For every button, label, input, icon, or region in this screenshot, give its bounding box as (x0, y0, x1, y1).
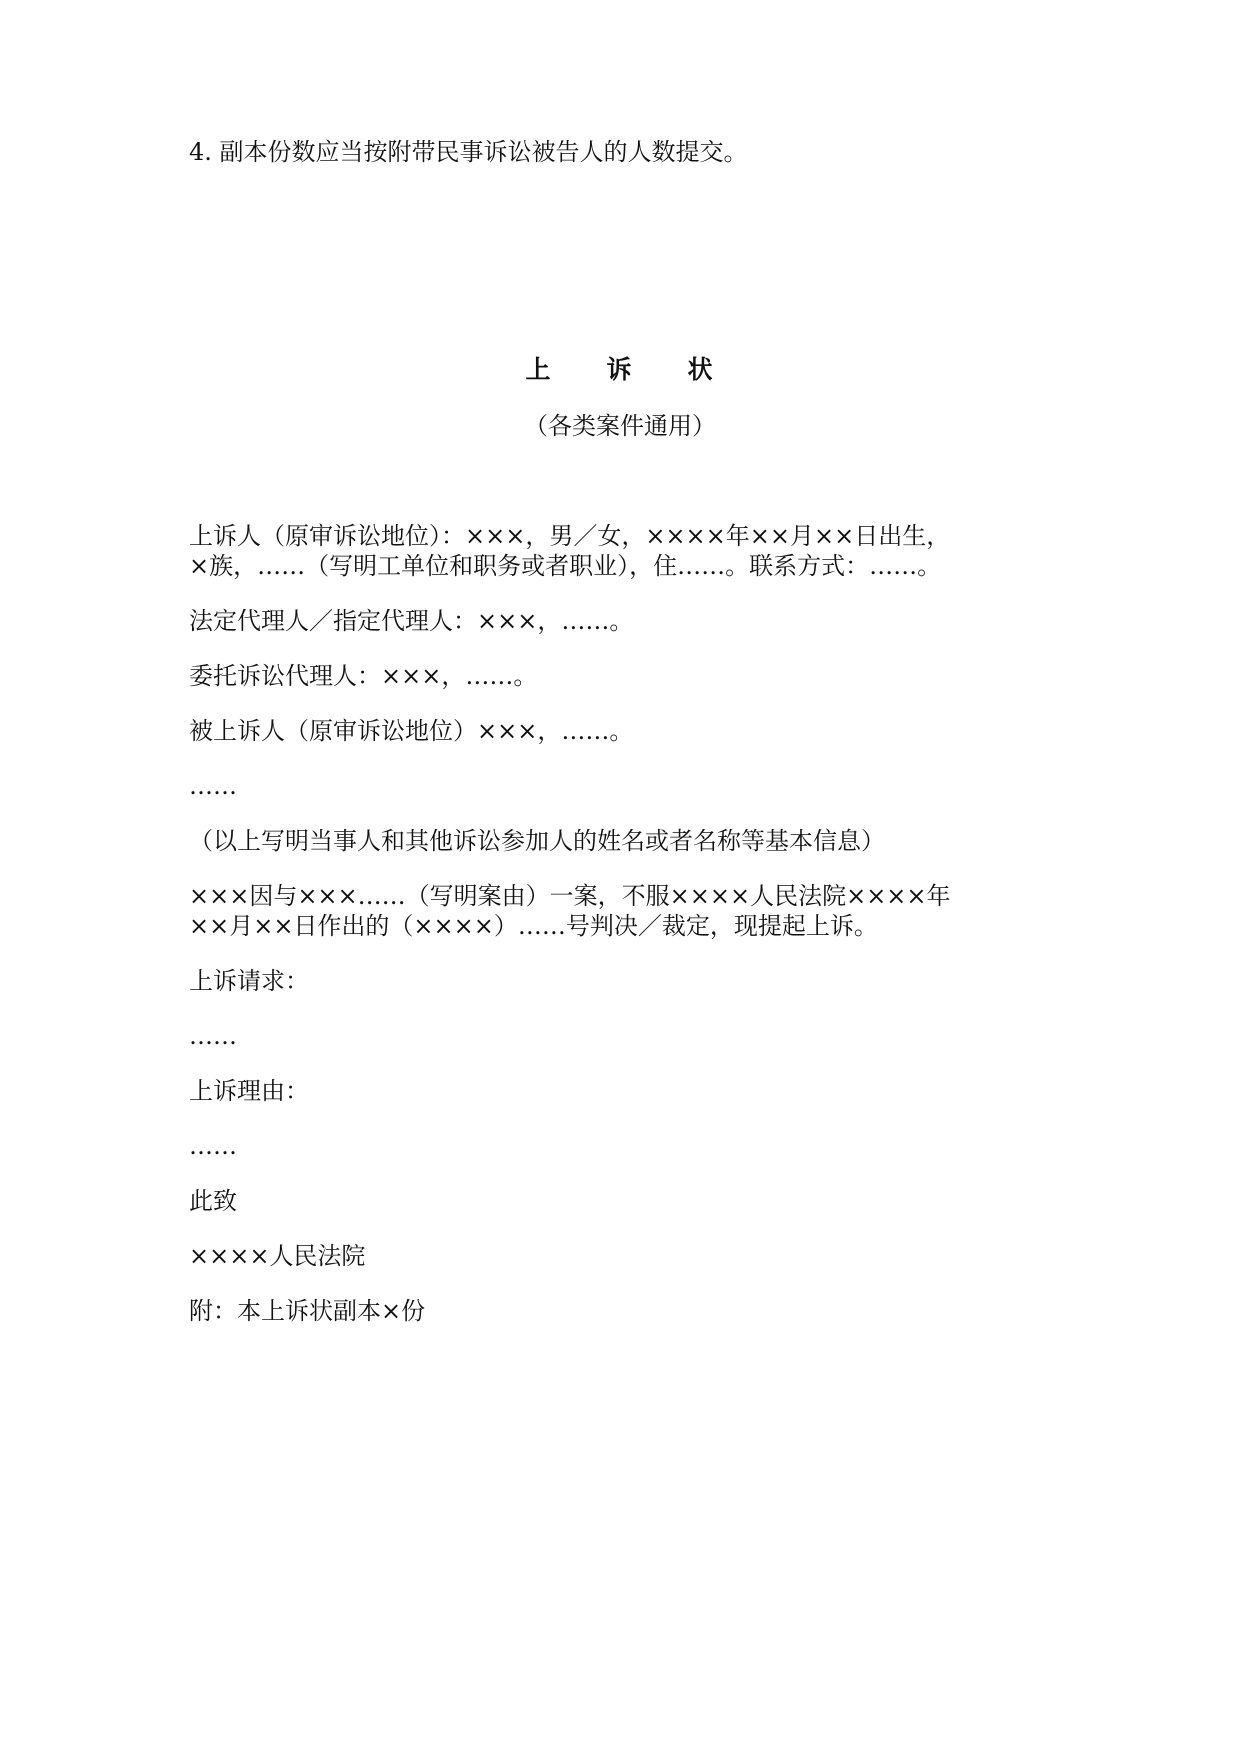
court-line: ××××人民法院 (189, 1242, 366, 1270)
request-heading: 上诉请求： (189, 967, 309, 995)
document-title: 上 诉 状 (525, 355, 715, 384)
entrusted-agent-line: 委托诉讼代理人：×××，……。 (189, 662, 538, 690)
legal-agent-line: 法定代理人／指定代理人：×××，……。 (189, 607, 634, 635)
copies-note: 4. 副本份数应当按附带民事诉讼被告人的人数提交。 (189, 138, 748, 166)
appellee-line: 被上诉人（原审诉讼地位）×××，……。 (189, 717, 634, 745)
salutation-line: 此致 (189, 1187, 237, 1215)
document-subtitle: （各类案件通用） (524, 412, 716, 440)
reason-heading: 上诉理由： (189, 1077, 309, 1105)
attachment-line: 附：本上诉状副本×份 (189, 1297, 426, 1325)
case-line-1: ×××因与×××……（写明案由）一案，不服××××人民法院××××年 (189, 882, 951, 910)
case-line-2: ××月××日作出的（××××）……号判决／裁定，现提起上诉。 (189, 912, 878, 940)
appellant-info-line-2: ×族，……（写明工单位和职务或者职业），住……。联系方式：……。 (189, 552, 942, 580)
ellipsis-line: …… (189, 772, 237, 800)
parties-note-line: （以上写明当事人和其他诉讼参加人的姓名或者名称等基本信息） (189, 827, 885, 855)
request-ellipsis: …… (189, 1022, 237, 1050)
appellant-info-line-1: 上诉人（原审诉讼地位）：×××，男／女，××××年××月××日出生， (189, 522, 951, 550)
reason-ellipsis: …… (189, 1132, 237, 1160)
